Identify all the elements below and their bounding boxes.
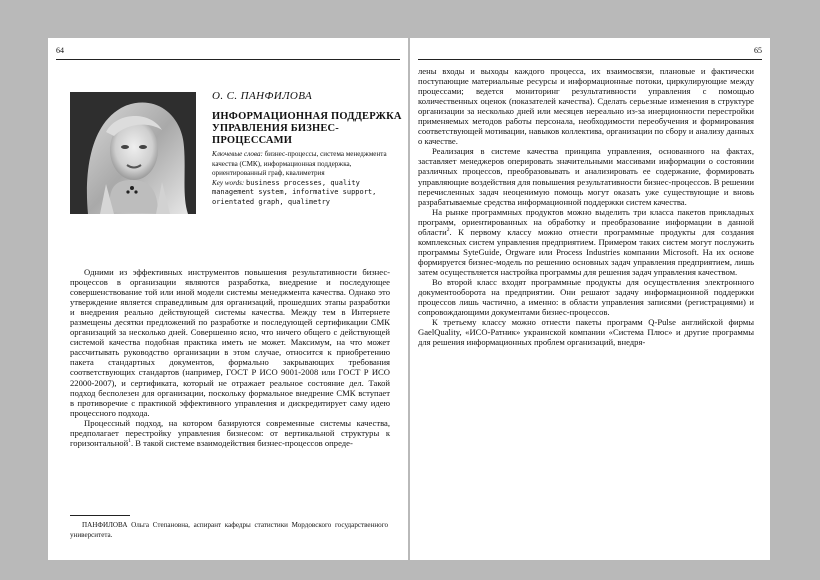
left-page <box>48 38 408 560</box>
keywords-block <box>212 150 398 208</box>
paragraph: К третьему классу можно отнести пакеты программ Q-Pulse английской фирмы GaelQuality, «ИСО-Ратник» украинской компании «Система Плюс» и другие программы для решения информационных проблем организаций, внедря- <box>418 317 754 348</box>
left-body-text <box>70 267 390 448</box>
keywords-ru-text: бизнес-процессы, система менеджмента качества (СМК), информационная поддержка, ориентированный граф, квалиметрия <box>212 150 387 178</box>
author-portrait <box>70 92 196 214</box>
paragraph-text: . К первому классу можно отнести программные продукты для создания комплексных систем управления предприятием. Примером таких систем могут послужить программы SyteGuide, Orgware или Process Industries компании Microsoft. На их основе формируется бизнес-модель по решению основных задач управления предприятием, лишь затем осуществляется настройка программы для решения задач управления качеством. <box>418 226 754 277</box>
paragraph: Реализация в системе качества принципа управления, основанного на фактах, заставляет менеджеров оперировать значительными массивами информации о состоянии различных процессов, преобразовывать и анализировать ее содержание, формировать управляющие воздействия для повышения результативности бизнес-процессов. В решении перечисленных задач неоценимую помощь могут оказать уже существующие и вновь разрабатываемые средства информационной поддержки систем качества. <box>418 146 754 207</box>
keywords-ru <box>212 150 398 179</box>
paragraph <box>70 418 390 448</box>
article-title: ИНФОРМАЦИОННАЯ ПОДДЕРЖКА УПРАВЛЕНИЯ БИЗНЕС-ПРОЦЕССАМИ <box>212 111 402 146</box>
paragraph: лены входы и выходы каждого процесса, их взаимосвязи, плановые и фактически поступающие материальные ресурсы и информационные потоки, циркулирующие между процессами; ведется мониторинг результативности управления с помощью количественных оценок (показателей качества). Сделать серьезные изменения в структуре организации за несколько дней или месяцев нереально из-за инерционности перестройки применяемых методов работы персонала, необходимости переобучения и формирования соответствующей мотивации, навыков коллектива, организации по сбору и анализу данных о качестве. <box>418 66 754 147</box>
keywords-ru-label: Ключевые слова: <box>212 150 263 158</box>
paragraph: Одними из эффективных инструментов повышения результативности бизнес-процессов в организации являются разработка, внедрение и последующее совершенствование той или иной модели системы менеджмента качества. Однако это утверждение является справедливым для организаций, прошедших этапы разработки и внедрения реально действующей системы качества. Между тем в Интернете размещены десятки предложений по разработке и последующей сертификации СМК организаций за несколько дней. Совершенно ясно, что ничего общего с действующей системой качества подобная практика иметь не может. Максимум, на что может рассчитывать руководство организации в этом случае, относится к приобретению пакета стандартных документов, формально закрывающих требования соответствующих стандартов (например, ГОСТ Р ИСО 9001-2008 или ГОСТ Р ИСО 22000-2007), и сертификата, который не отражает реальное состояние дел. Такой подход бесполезен для организации, поскольку формальное внедрение СМК вступает в противоречие с практикой эффективного управления и дискредитирует саму идею процессного подхода. <box>70 267 390 418</box>
right-body-text <box>418 66 754 347</box>
page-number: 65 <box>754 46 762 55</box>
paragraph-text: Процессный подход, на котором базируются современные системы качества, предполагает перестройку управления бизнесом: от вертикальной структуры к горизонтальной <box>70 417 390 448</box>
footnote-separator <box>70 515 130 516</box>
footnote: ПАНФИЛОВА Ольга Степановна, аспирант кафедры статистики Мордовского государственного университета. <box>70 521 388 539</box>
page-number: 64 <box>56 46 64 55</box>
paragraph-text: На рынке программных продуктов можно выделить три класса пакетов прикладных программ, ориентированных на обработку и преобразование информации в данной области <box>418 206 754 237</box>
right-page <box>410 38 770 560</box>
footnote-ref: 2 <box>446 226 450 233</box>
header-rule <box>56 59 400 60</box>
paragraph: Во второй класс входят программные продукты для осуществления электронного документооборота на предприятии. Они решают задачу информационной поддержки процессов лишь частично, а именно: в области управления записями (регистрациями) и сопровождающими документами бизнес-процессов. <box>418 276 754 318</box>
paragraph <box>418 207 754 277</box>
paragraph-text: . В такой системе взаимодействия бизнес-процессов опреде- <box>130 437 353 448</box>
author-name: О. С. ПАНФИЛОВА <box>212 90 313 102</box>
keywords-en-label: Key words: <box>212 178 245 187</box>
keywords-en-text: business processes, quality management system, informative support, orientated graph, qualimetry <box>212 178 377 206</box>
header-rule <box>418 59 762 60</box>
keywords-en <box>212 179 398 208</box>
footnote-ref: 1 <box>128 437 131 444</box>
